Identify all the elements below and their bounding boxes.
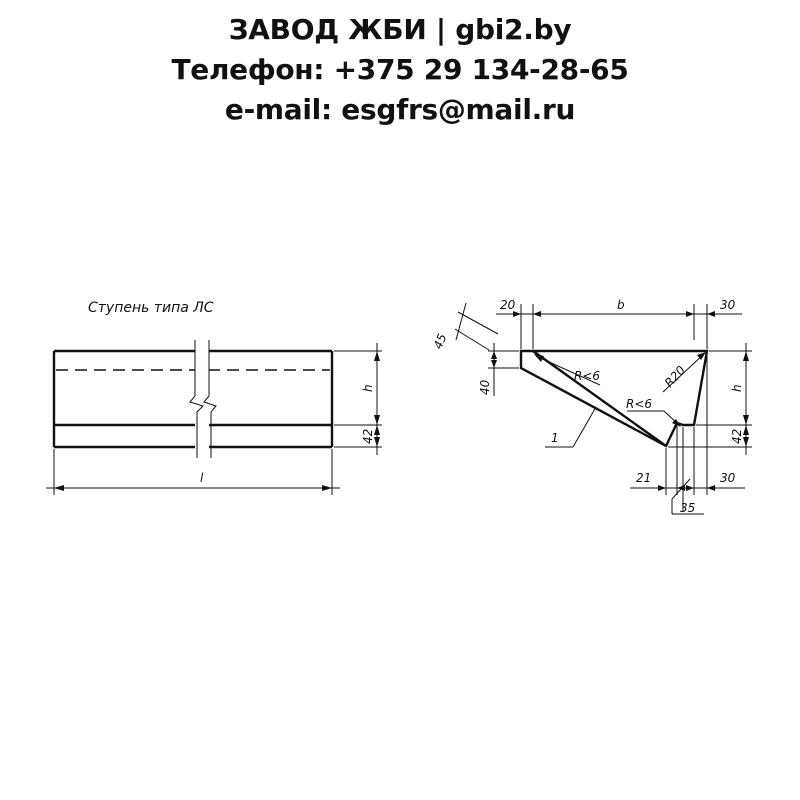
dim-30-top-label: 30 <box>720 298 736 312</box>
arrow <box>322 485 332 491</box>
arrow <box>707 311 715 317</box>
arrow <box>707 485 715 491</box>
dimension-line <box>455 329 489 350</box>
arrow <box>374 415 380 425</box>
email-line: e-mail: esgfrs@mail.ru <box>224 93 576 126</box>
callout-1-label: 1 <box>551 431 559 445</box>
arrow <box>534 354 544 362</box>
dim-42-label: 42 <box>361 428 375 444</box>
company-title: ЗАВОД ЖБИ | gbi2.by <box>228 13 572 46</box>
drawing-caption: Ступень типа ЛС <box>88 300 214 316</box>
radius-left-label: R<6 <box>574 369 601 383</box>
arrow <box>533 311 541 317</box>
dim-40-label: 40 <box>478 379 492 395</box>
arrow <box>743 415 749 425</box>
arrow <box>491 351 497 359</box>
dim-21-label: 21 <box>636 471 652 485</box>
radius-bottom-label: R<6 <box>626 397 653 411</box>
dim-b-label: b <box>617 298 625 312</box>
dim-45-label: 45 <box>430 331 450 352</box>
arrow <box>686 311 694 317</box>
step-side-view <box>46 300 382 495</box>
dim-h-right-label: h <box>730 384 744 392</box>
dimension-line <box>458 312 498 334</box>
phone-line: Телефон: +375 29 134-28-65 <box>171 53 629 86</box>
leader-line <box>573 407 596 447</box>
dim-h-label: h <box>361 384 375 392</box>
dim-l-label: l <box>200 471 204 485</box>
arrow <box>54 485 64 491</box>
arrow <box>374 351 380 361</box>
dim-42-right-label: 42 <box>730 428 744 444</box>
arrow <box>491 360 497 368</box>
step-cross-section <box>431 298 752 515</box>
arrow <box>743 351 749 361</box>
dim-30-bottom-label: 30 <box>720 471 736 485</box>
dim-35-label: 35 <box>680 501 696 515</box>
arrow <box>658 485 666 491</box>
radius-20-label: R20 <box>661 363 689 391</box>
arrow <box>686 485 694 491</box>
dim-20-label: 20 <box>500 298 516 312</box>
